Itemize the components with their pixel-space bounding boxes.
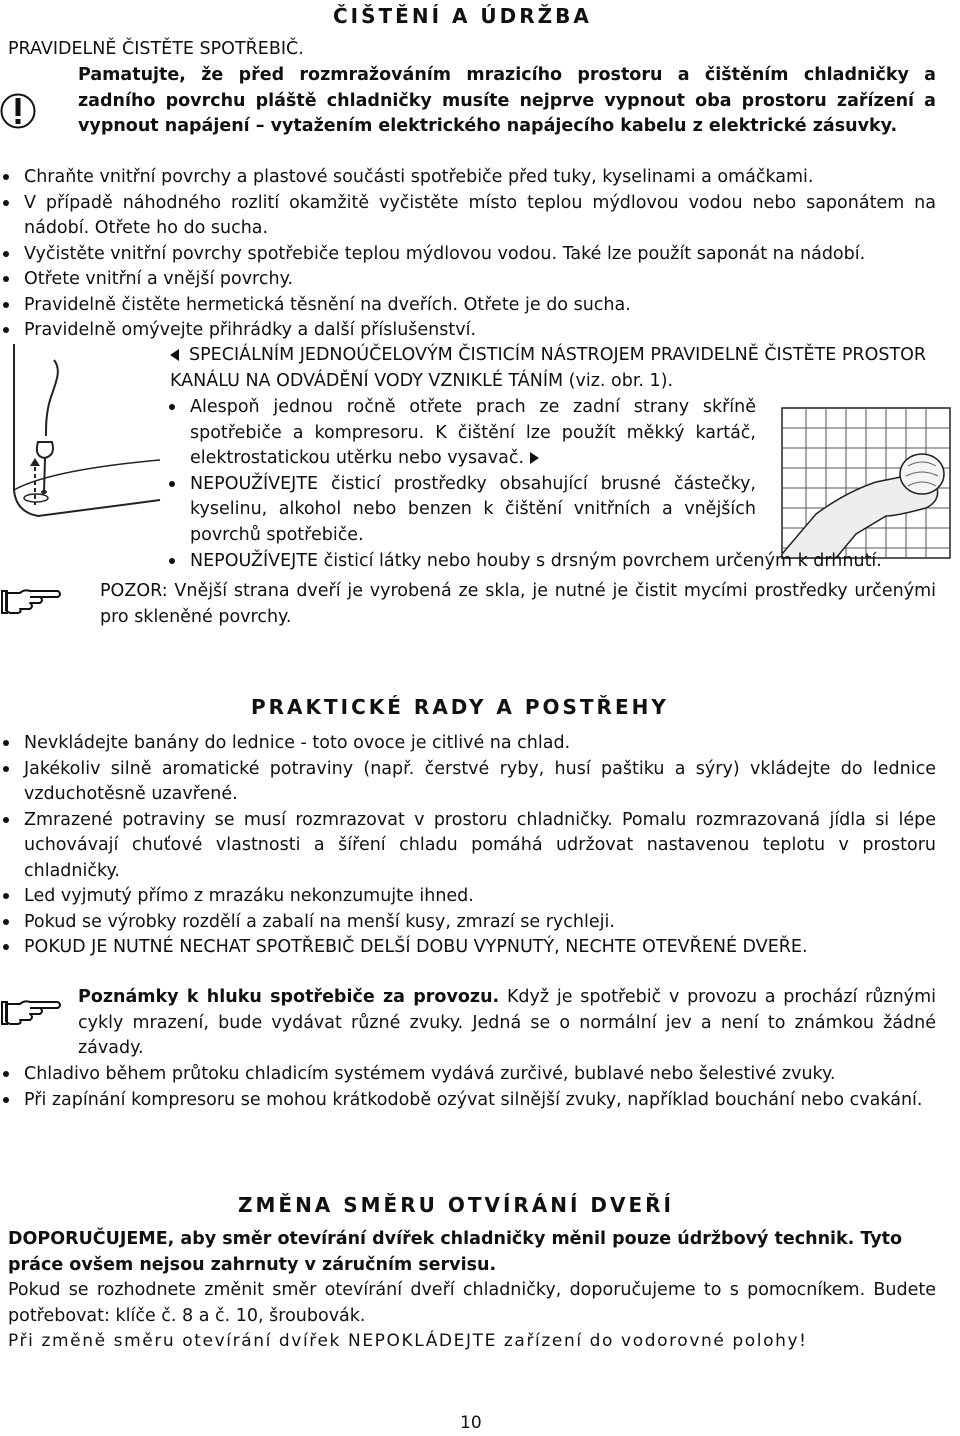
warning-icon xyxy=(0,92,36,130)
section-title-door: ZMĚNA SMĚRU OTVÍRÁNÍ DVEŘÍ xyxy=(238,1193,674,1217)
list-item: Pravidelně omývejte přihrádky a další příslušenství. xyxy=(0,318,936,344)
maintenance-bullet-list xyxy=(166,395,756,548)
list-item: NEPOUŽÍVEJTE čisticí prostředky obsahující brusné částečky, kyselinu, alkohol nebo benzen k čištění vnitřních a vnějších povrchů spotřebiče. xyxy=(166,472,756,549)
door-recommendation: DOPORUČUJEME, aby směr otevírání dvířek chladničky měnil pouze údržbový technik. Tyto práce ovšem nejsou zahrnuty v záručním servisu. xyxy=(8,1229,903,1275)
list-item: Pokud se výrobky rozdělí a zabalí na menší kusy, zmrazí se rychleji. xyxy=(0,910,936,936)
list-item: Otřete vnitřní a vnější povrchy. xyxy=(0,267,936,293)
list-item: NEPOUŽÍVEJTE čisticí látky nebo houby s drsným povrchem určeným k drhnutí. xyxy=(166,549,946,575)
list-item: V případě náhodného rozlití okamžitě vyčistěte místo teplou mýdlovou vodou nebo saponátem na nádobí. Otřete ho do sucha. xyxy=(0,191,936,242)
list-item: Chraňte vnitřní povrchy a plastové součásti spotřebiče před tuky, kyselinami a omáčkami. xyxy=(0,165,936,191)
section-title-cleaning: ČIŠTĚNÍ A ÚDRŽBA xyxy=(333,4,592,28)
list-item: Nevkládejte banány do lednice - toto ovoce je citlivé na chlad. xyxy=(0,731,936,757)
tips-bullet-list xyxy=(0,731,936,961)
list-item: Jakékoliv silně aromatické potraviny (např. čerstvé ryby, husí paštiku a sýry) vkládejte do lednice vzduchotěsně uzavřené. xyxy=(0,757,936,808)
drain-note: SPECIÁLNÍM JEDNOÚČELOVÝM ČISTICÍM NÁSTROJEM PRAVIDELNĚ ČISTĚTE PROSTOR KANÁLU NA ODVÁDĚNÍ VODY VZNIKLÉ TÁNÍM (viz. obr. 1). xyxy=(170,345,927,391)
pointing-hand-icon xyxy=(0,585,62,615)
arrow-right-icon xyxy=(530,452,539,464)
list-item: Chladivo během průtoku chladicím systémem vydává zurčivé, bublavé nebo šelestivé zvuky. xyxy=(0,1062,936,1088)
noise-bullet-list xyxy=(0,1062,936,1113)
cleaning-back-illustration xyxy=(776,404,958,562)
section-subtitle: PRAVIDELNĚ ČISTĚTE SPOTŘEBIČ. xyxy=(8,39,304,59)
list-item: Pravidelně čistěte hermetická těsnění na dveřích. Otřete je do sucha. xyxy=(0,293,936,319)
list-item: Led vyjmutý přímo z mrazáku nekonzumujte ihned. xyxy=(0,884,936,910)
door-note: Při změně směru otevírání dvířek NEPOKLÁDEJTE zařízení do vodorovné polohy! xyxy=(8,1331,808,1351)
noise-note: Poznámky k hluku spotřebiče za provozu. Když je spotřebič v provozu a prochází různými cykly mrazení, bude vydávat různé zvuky. Jedná se o normální jev a není to známkou žádné závady. xyxy=(78,987,936,1058)
cleaning-bullet-list xyxy=(0,165,936,344)
warning-bullet-list xyxy=(166,549,946,575)
section-title-tips: PRAKTICKÉ RADY A POSTŘEHY xyxy=(251,695,669,719)
arrow-left-icon xyxy=(170,349,179,361)
page-number: 10 xyxy=(460,1413,482,1433)
pozor-note: POZOR: Vnější strana dveří je vyrobená ze skla, je nutné je čistit mycími prostředky určenými pro skleněné povrchy. xyxy=(100,581,936,627)
door-text: Pokud se rozhodnete změnit směr otevírání dveří chladničky, doporučujeme to s pomocníkem. Budete potřebovat: klíče č. 8 a č. 10, šroubovák. xyxy=(8,1280,936,1326)
list-item: Při zapínání kompresoru se mohou krátkodobě ozývat silnější zvuky, například bouchání nebo cvakání. xyxy=(0,1088,936,1114)
list-item: Zmrazené potraviny se musí rozmrazovat v prostoru chladničky. Pomalu rozmrazovaná jídla si lépe uchovávají chuťové vlastnosti a šíření chladu pomáhá udržovat nastavenou teplotu v prostoru chladničky. xyxy=(0,808,936,885)
list-item: Alespoň jednou ročně otřete prach ze zadní strany skříně spotřebiče a kompresoru. K čištění lze použít měkký kartáč, elektrostatickou utěrku nebo vysavač. xyxy=(166,395,756,472)
noise-note-title: Poznámky k hluku spotřebiče za provozu. xyxy=(78,987,500,1007)
list-item: Vyčistěte vnitřní povrchy spotřebiče teplou mýdlovou vodou. Také lze použít saponát na nádobí. xyxy=(0,242,936,268)
drain-tool-illustration xyxy=(10,340,170,530)
list-item: POKUD JE NUTNÉ NECHAT SPOTŘEBIČ DELŠÍ DOBU VYPNUTÝ, NECHTE OTEVŘENÉ DVEŘE. xyxy=(0,935,936,961)
warning-text: Pamatujte, že před rozmražováním mrazicího prostoru a čištěním chladničky a zadního povrchu pláště chladničky musíte nejprve vypnout oba prostoru zařízení a vypnout napájení – vytažením elektrického napájecího kabelu z elektrické zásuvky. xyxy=(78,65,936,136)
pointing-hand-icon xyxy=(0,996,62,1026)
